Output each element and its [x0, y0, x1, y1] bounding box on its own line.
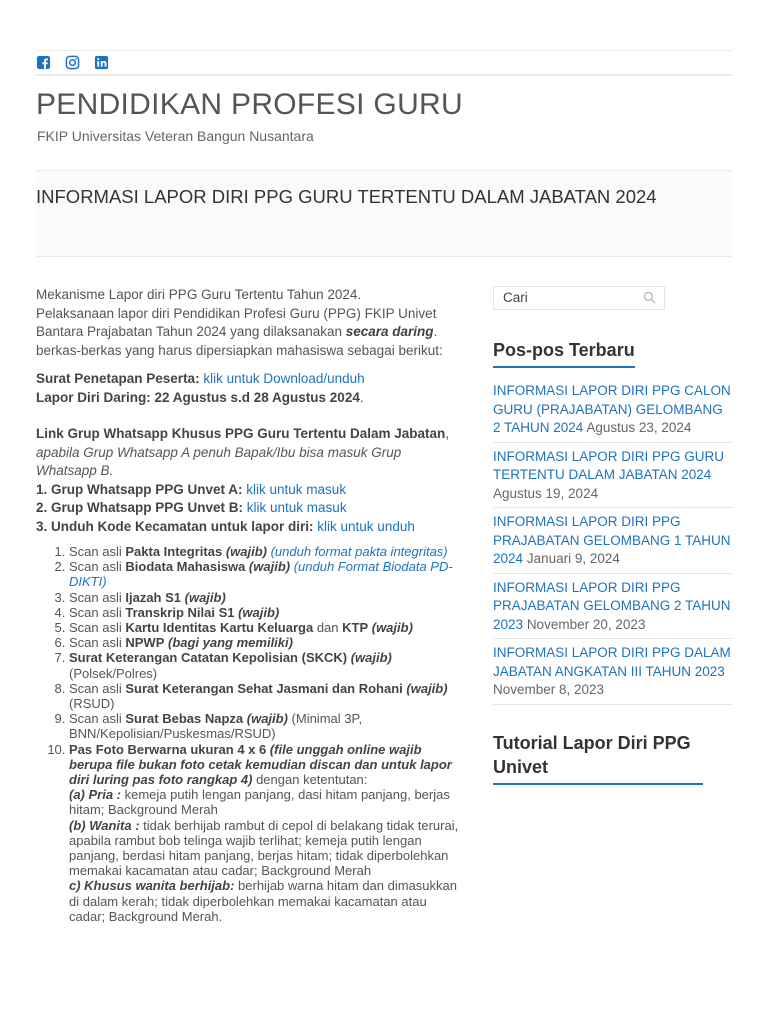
article-content [36, 286, 464, 924]
search-input[interactable] [494, 287, 633, 307]
post-date: November 20, 2023 [526, 616, 646, 632]
list-item: 10. Pas Foto Berwarna ukuran 4 x 6 (file unggah online wajib berupa file bukan foto cetak kemudian discan dan untuk lapor diri luring pas foto rangkap 4) dengan ketentutan: (a) Pria : kemeja putih lengan panjang, dasi hitam panjang, berjas hitam; Background Merah (b) Wanita : tidak berhijab rambut di cepol di belakang tidak terurai, apabila rambut bob telinga wajib terlihat; kemeja putih lengan panjang, berdasi hitam panjang, berjas hitam; tidak diperbolehkan memakai kacamatan atau cadar; Background Merah c) Khusus wanita berhijab: berhijab warna hitam dan dimasukkan di dalam kerah; tidak diperbolehkan memakai kacamatan atau cadar; Background Merah. [69, 742, 464, 924]
list-item: 5. Scan asli Kartu Identitas Kartu Keluarga dan KTP (wajib) [69, 620, 464, 635]
linkedin-icon[interactable] [94, 55, 109, 70]
intro-paragraph: Mekanisme Lapor diri PPG Guru Tertentu Tahun 2024. Pelaksanaan lapor diri Pendidikan Profesi Guru (PPG) FKIP Univet Bantara Prajabatan Tahun 2024 yang dilaksanakan secara daring. berkas-berkas yang harus dipersiapkan mahasiswa sebagai berikut: [36, 287, 443, 358]
sidebar [493, 286, 733, 785]
page-title-bar [36, 170, 732, 257]
list-item [493, 443, 733, 509]
recent-post-link[interactable]: INFORMASI LAPOR DIRI PPG PRAJABATAN GELOMBANG 2 TAHUN 2023 [493, 579, 731, 632]
whatsapp-a-link[interactable]: klik untuk masuk [246, 481, 347, 497]
tutorial-title: Tutorial Lapor Diri PPG Univet [493, 731, 703, 785]
list-item: 7. Surat Keterangan Catatan Kepolisian (SKCK) (wajib) (Polsek/Polres) [69, 650, 464, 680]
list-item [493, 508, 733, 574]
post-date: Januari 9, 2024 [526, 551, 620, 566]
recent-post-link[interactable]: INFORMASI LAPOR DIRI PPG DALAM JABATAN ANGKATAN III TAHUN 2023 [493, 645, 731, 679]
list-item [493, 639, 733, 705]
site-description: FKIP Universitas Veteran Bangun Nusantara [37, 128, 314, 144]
list-item: 4. Scan asli Transkrip Nilai S1 (wajib) [69, 605, 464, 620]
post-date: November 8, 2023 [493, 682, 605, 697]
unduh-biodata-link[interactable]: (unduh Format Biodata PD-DIKTI) [69, 559, 453, 590]
list-item: 6. Scan asli NPWP (bagi yang memiliki) [69, 635, 464, 650]
post-date: Agustus 19, 2024 [493, 485, 599, 501]
document-list [36, 544, 464, 924]
instagram-icon[interactable] [65, 55, 80, 70]
list-item: 3. Scan asli Ijazah S1 (wajib) [69, 590, 464, 605]
list-item [493, 382, 733, 443]
post-date: Agustus 23, 2024 [586, 420, 692, 435]
recent-posts-list [493, 382, 733, 705]
recent-post-link[interactable]: INFORMASI LAPOR DIRI PPG PRAJABATAN GELOMBANG 1 TAHUN 2024 [493, 514, 731, 566]
recent-post-link[interactable]: INFORMASI LAPOR DIRI PPG GURU TERTENTU DALAM JABATAN 2024 [493, 448, 725, 482]
whatsapp-b-link[interactable]: klik untuk masuk [246, 500, 347, 515]
surat-penetapan: Surat Penetapan Peserta: klik untuk Download/unduh Lapor Diri Daring: 22 Agustus s.d 28 Agustus 2024. [36, 371, 365, 405]
list-item: 2. Scan asli Biodata Mahasiswa (wajib) (unduh Format Biodata PD-DIKTI) [69, 559, 464, 589]
facebook-icon[interactable] [36, 55, 51, 70]
list-item: 8. Scan asli Surat Keterangan Sehat Jasmani dan Rohani (wajib) (RSUD) [69, 681, 464, 711]
social-links [36, 55, 109, 70]
site-title[interactable]: PENDIDIKAN PROFESI GURU [36, 88, 463, 121]
top-divider [36, 50, 732, 51]
list-item: 1. Scan asli Pakta Integritas (wajib) (unduh format pakta integritas) [69, 544, 464, 559]
list-item: 9. Scan asli Surat Bebas Napza (wajib) (Minimal 3P, BNN/Kepolisian/Puskesmas/RSUD) [69, 711, 464, 741]
recent-posts-title: Pos-pos Terbaru [493, 338, 635, 368]
header-divider [36, 74, 732, 76]
recent-post-link[interactable]: INFORMASI LAPOR DIRI PPG CALON GURU (PRAJABATAN) GELOMBANG 2 TAHUN 2024 [493, 383, 731, 435]
search-icon[interactable] [643, 291, 656, 304]
list-item [493, 574, 733, 640]
unduh-pakta-link[interactable]: (unduh format pakta integritas) [266, 544, 448, 559]
page-title: INFORMASI LAPOR DIRI PPG GURU TERTENTU DALAM JABATAN 2024 [36, 186, 657, 207]
kode-kecamatan-link[interactable]: klik untuk unduh [317, 518, 415, 534]
download-surat-link[interactable]: klik untuk Download/unduh [203, 371, 365, 386]
whatsapp-section: Link Grup Whatsapp Khusus PPG Guru Tertentu Dalam Jabatan, apabila Grup Whatsapp A penuh Bapak/Ibu bisa masuk Grup Whatsapp B. 1. Grup Whatsapp PPG Unvet A: klik untuk masuk 2. Grup Whatsapp PPG Unvet B: klik untuk masuk 3. Unduh Kode Kecamatan untuk lapor diri: klik untuk unduh [36, 426, 450, 534]
search-form [493, 286, 665, 310]
